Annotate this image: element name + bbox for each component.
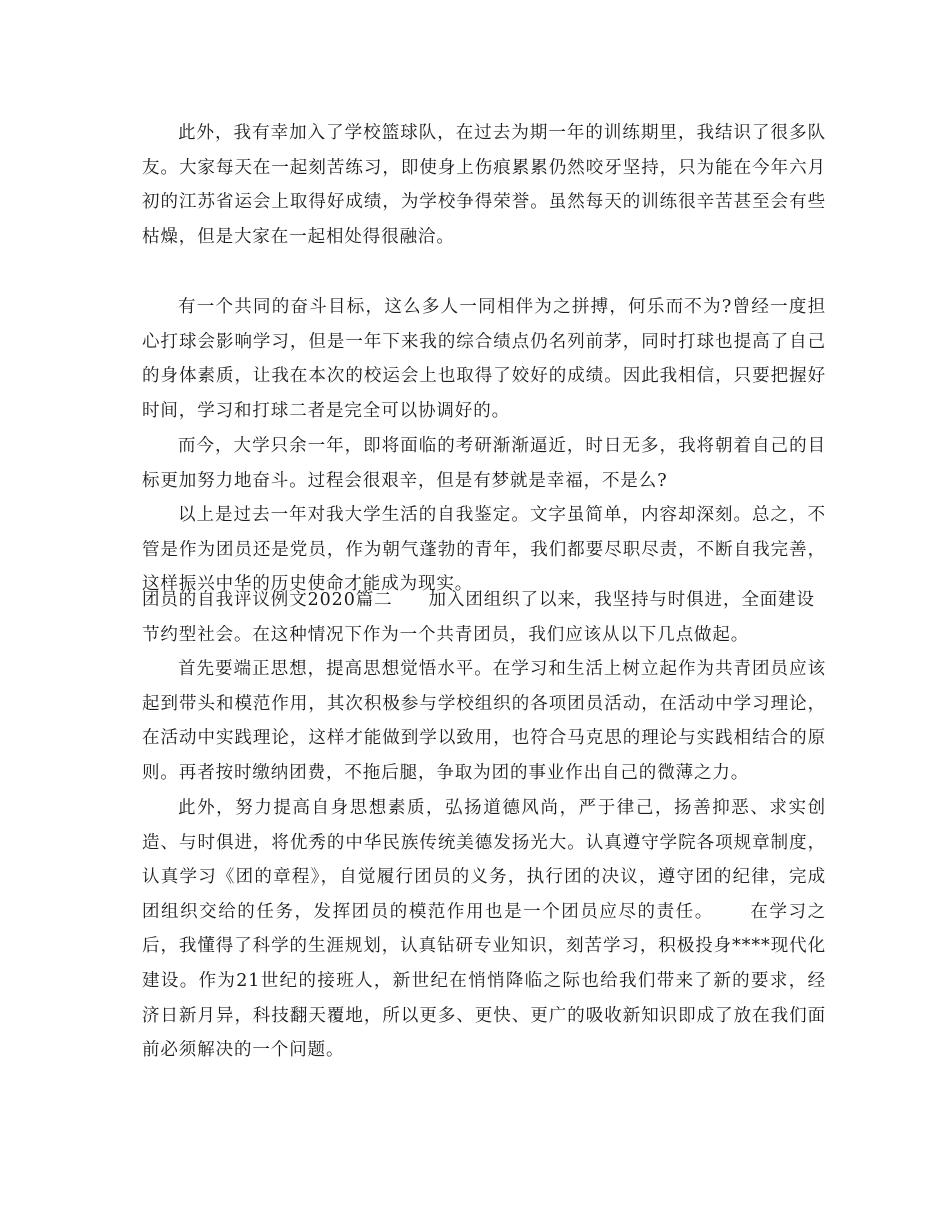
- paragraph-career-planning-text: 在学习之后，我懂得了科学的生涯规划，认真钻研专业知识，刻苦学习，积极投身****现代化建设。作为21世纪的接班人，新世纪在悄悄降临之际也给我们带来了新的要求，经济日新月异，科技翻天覆地，所以更多、更快、更广的吸收新知识即成了放在我们面前必须解决的一个问题。: [142, 901, 826, 1061]
- paragraph-self-assessment: 以上是过去一年对我大学生活的自我鉴定。文字虽简单，内容却深刻。总之，不管是作为团员还是党员，作为朝气蓬勃的青年，我们都要尽职尽责，不断自我完善，这样振兴中华的历史使命才能成为现实。: [142, 505, 826, 595]
- section-intro: 加入团组织了以来，我坚持与时俱进，全面建设节约型社会。在这种情况下作为一个共青团员，我们应该从以下几点做起。: [142, 590, 815, 645]
- paragraph-improve-quality-text: 此外，努力提高自身思想素质，弘扬道德风尚，严于律己，扬善抑恶、求实创造、与时俱进，将优秀的中华民族传统美德发扬光大。认真遵守学院各项规章制度，认真学习《团的章程》，自觉履行团员的义务，执行团的决议，遵守团的纪律，完成团组织交给的任务，发挥团员的模范作用也是一个团员应尽的责任。: [142, 798, 826, 922]
- paragraph-improve-quality: [142, 791, 826, 1068]
- section-two-heading: [142, 583, 832, 652]
- section-title: 团员的自我评议例文2020篇二: [142, 590, 393, 610]
- paragraph-final-year: 而今，大学只余一年，即将面临的考研渐渐逼近，时日无多，我将朝着自己的目标更加努力地奋斗。过程会很艰辛，但是有梦就是幸福，不是么?: [142, 436, 826, 491]
- paragraph-basketball-team: 此外，我有幸加入了学校篮球队，在过去为期一年的训练期里，我结识了很多队友。大家每天在一起刻苦练习，即使身上伤痕累累仍然咬牙坚持，只为能在今年六月初的江苏省运会上取得好成绩，为学校争得荣誉。虽然每天的训练很辛苦甚至会有些枯燥，但是大家在一起相处得很融洽。: [142, 123, 826, 247]
- paragraph-common-goal: 有一个共同的奋斗目标，这么多人一同相伴为之拼搏，何乐而不为?曾经一度担心打球会影响学习，但是一年下来我的综合绩点仍名列前茅，同时打球也提高了自己的身体素质，让我在本次的校运会上也取得了姣好的成绩。因此我相信，只要把握好时间，学习和打球二者是完全可以协调好的。: [142, 297, 826, 421]
- paragraph-correct-thinking: 首先要端正思想，提高思想觉悟水平。在学习和生活上树立起作为共青团员应该起到带头和模范作用，其次积极参与学校组织的各项团员活动，在活动中学习理论，在活动中实践理论，这样才能做到学以致用，也符合马克思的理论与实践相结合的原则。再者按时缴纳团费，不拖后腿，争取为团的事业作出自己的微薄之力。: [142, 659, 826, 783]
